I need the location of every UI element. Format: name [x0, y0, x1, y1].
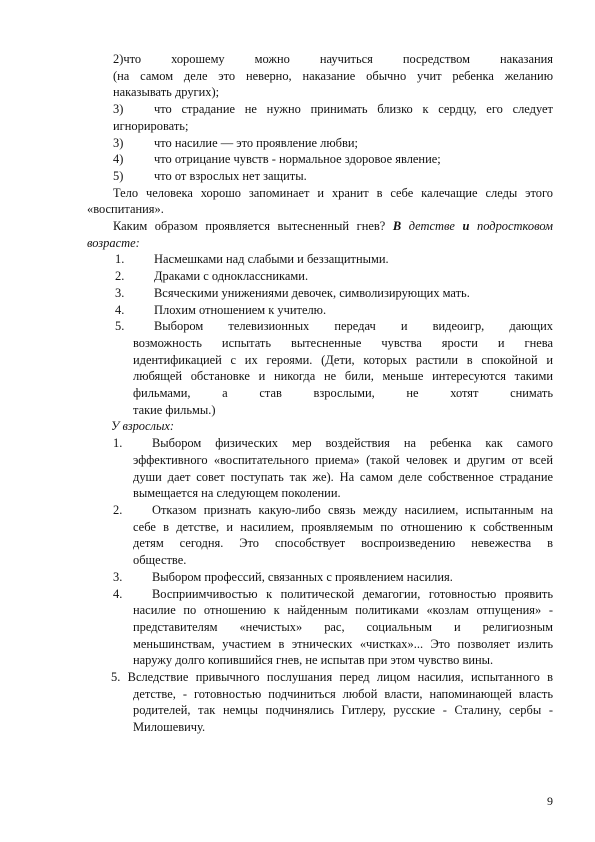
paragraph-line2: «воспитания». — [87, 202, 164, 217]
child-item-2 — [113, 268, 553, 285]
adult-item-1-continuation — [133, 452, 553, 502]
question-italic-childhood: детстве — [401, 219, 463, 234]
list-item-3-line2: игнорировать; — [113, 118, 189, 133]
child-item-5 — [113, 318, 553, 418]
paragraph-body — [87, 185, 553, 252]
adult-item-2-continuation — [133, 519, 553, 569]
list-item-2-line2: (на самом деле это неверно, наказание обычно учит ребенка желанию — [113, 68, 553, 83]
adult-item-5-line3: родителей, так немцы подчинялись Гитлеру, русские - Сталину, сербы - — [133, 703, 553, 718]
list-item-text: Всяческими унижениями девочек, символизирующих мать. — [154, 285, 470, 300]
list-item-text: что насилие — это проявление любви; — [154, 135, 358, 150]
child-item-5-line3: идентификацией с их героями. (Дети, которых растили в спокойной и — [133, 352, 553, 367]
adult-item-1-line2: эффективного «воспитательного приема» (такой человек и другим от всей — [133, 452, 553, 467]
list-number: 3. — [115, 285, 125, 300]
adult-item-4-continuation — [133, 602, 553, 669]
list-item-2-line1: 2)что хорошему можно научиться посредством наказания — [113, 52, 553, 66]
paragraph-line1: Тело человека хорошо запоминает и хранит в себе калечащие следы этого — [113, 185, 553, 200]
list-item-3b — [113, 135, 553, 152]
adult-item-4-line4: меньшинствам, участием в этнических «чистках»... Это позволяет излить — [133, 636, 553, 651]
adult-item-1-line3: души дает совет поступать так же). На самом деле собственное страдание — [133, 469, 553, 484]
list-item-text: Драками с одноклассниками. — [154, 269, 309, 284]
adult-item-4-line5: наружу долго копившийся гнев, не испытав при этом чувство вины. — [133, 653, 494, 668]
list-item-4 — [113, 151, 553, 168]
adult-item-5-continuation — [133, 686, 553, 736]
page-number: 9 — [547, 794, 553, 808]
list-number: 5. — [115, 319, 125, 334]
question-italic-adolescent: подростковом — [469, 219, 553, 234]
question-text: Каким образом проявляется вытесненный гнев? — [113, 219, 393, 234]
list-number: 4. — [115, 302, 125, 317]
adult-item-2 — [111, 502, 553, 569]
adult-item-5 — [111, 669, 553, 736]
adult-item-1-line1: Выбором физических мер воздействия на ребенка как самого — [152, 436, 553, 451]
question-line2: возрасте: — [87, 235, 140, 250]
list-item-2-line3: наказывать других); — [113, 85, 220, 100]
list-number: 3. — [113, 569, 123, 584]
list-item-5 — [113, 168, 553, 185]
adult-item-2-line4: обществе. — [133, 553, 187, 568]
adult-item-3 — [111, 569, 553, 586]
list-item-text: Насмешками над слабыми и беззащитными. — [154, 252, 389, 267]
child-item-4 — [113, 302, 553, 319]
list-item-3-line1: что страдание не нужно принимать близко к сердцу, его следует — [154, 102, 553, 117]
adult-item-5-line1: 5. Вследствие привычного послушания перед лицом насилия, испытанного в — [111, 670, 553, 685]
child-item-1 — [113, 251, 553, 268]
adult-item-1-line4: вымещается на следующем поколении. — [133, 486, 341, 501]
child-item-5-line2: возможность испытать вытесненные чувства ярости и гнева — [133, 335, 553, 350]
list-item-text: что отрицание чувств - нормальное здоровое явление; — [154, 152, 441, 167]
adult-item-1 — [111, 435, 553, 502]
question-line — [87, 218, 553, 235]
list-item-text: Плохим отношением к учителю. — [154, 302, 327, 317]
adult-item-3-line1: Выбором профессий, связанных с проявлением насилия. — [152, 569, 453, 584]
adult-item-2-line1: Отказом признать какую-либо связь между насилием, испытанным на — [152, 502, 553, 517]
list-number: 5) — [113, 168, 124, 183]
question-bold-and: и — [462, 219, 470, 234]
adult-item-4-line2: насилие по отношению к найденным политиками «козлам отпущения» - — [133, 603, 553, 618]
adult-item-2-line2: себе в детстве, и насилием, проявляемым по отношению к собственным — [133, 519, 553, 534]
list-number: 1. — [115, 252, 125, 267]
question-bold-v: В — [392, 219, 402, 234]
list-item-text: что от взрослых нет защиты. — [154, 168, 307, 183]
list-number: 4. — [113, 586, 123, 601]
child-item-5-line6: такие фильмы.) — [133, 402, 216, 417]
adult-item-4 — [111, 586, 553, 670]
adult-item-4-line1: Восприимчивостью к политической демагогии, готовностью проявить — [152, 586, 553, 601]
adult-item-2-line3: детям сегодня. Это способствует воспроизведению невежества в — [133, 536, 553, 551]
list-number: 3) — [113, 135, 124, 150]
child-item-5-line4: любящей обстановке и никогда не били, меньше интересуются такими — [133, 369, 553, 384]
page-content — [87, 51, 553, 736]
adult-item-5-line4: Милошевичу. — [133, 720, 206, 735]
list-number: 1. — [113, 436, 123, 451]
adult-item-4-line3: представителям «нечистых» рас, социальным и религиозным — [133, 619, 553, 634]
adult-item-5-line2: детстве, - готовностью подчиниться любой власти, напоминающей власть — [133, 686, 553, 701]
child-item-5-line5: фильмами, а став взрослыми, не хотят снимать — [133, 386, 553, 401]
list-number: 2. — [115, 269, 125, 284]
list-number: 3) — [113, 102, 124, 117]
adults-heading: У взрослых: — [111, 419, 175, 434]
child-item-3 — [113, 285, 553, 302]
list-item-3 — [113, 101, 553, 118]
child-item-5-line1: Выбором телевизионных передач и видеоигр, дающих — [154, 319, 553, 334]
list-number: 2. — [113, 502, 123, 517]
child-item-5-continuation — [133, 335, 553, 419]
list-number: 4) — [113, 152, 124, 167]
